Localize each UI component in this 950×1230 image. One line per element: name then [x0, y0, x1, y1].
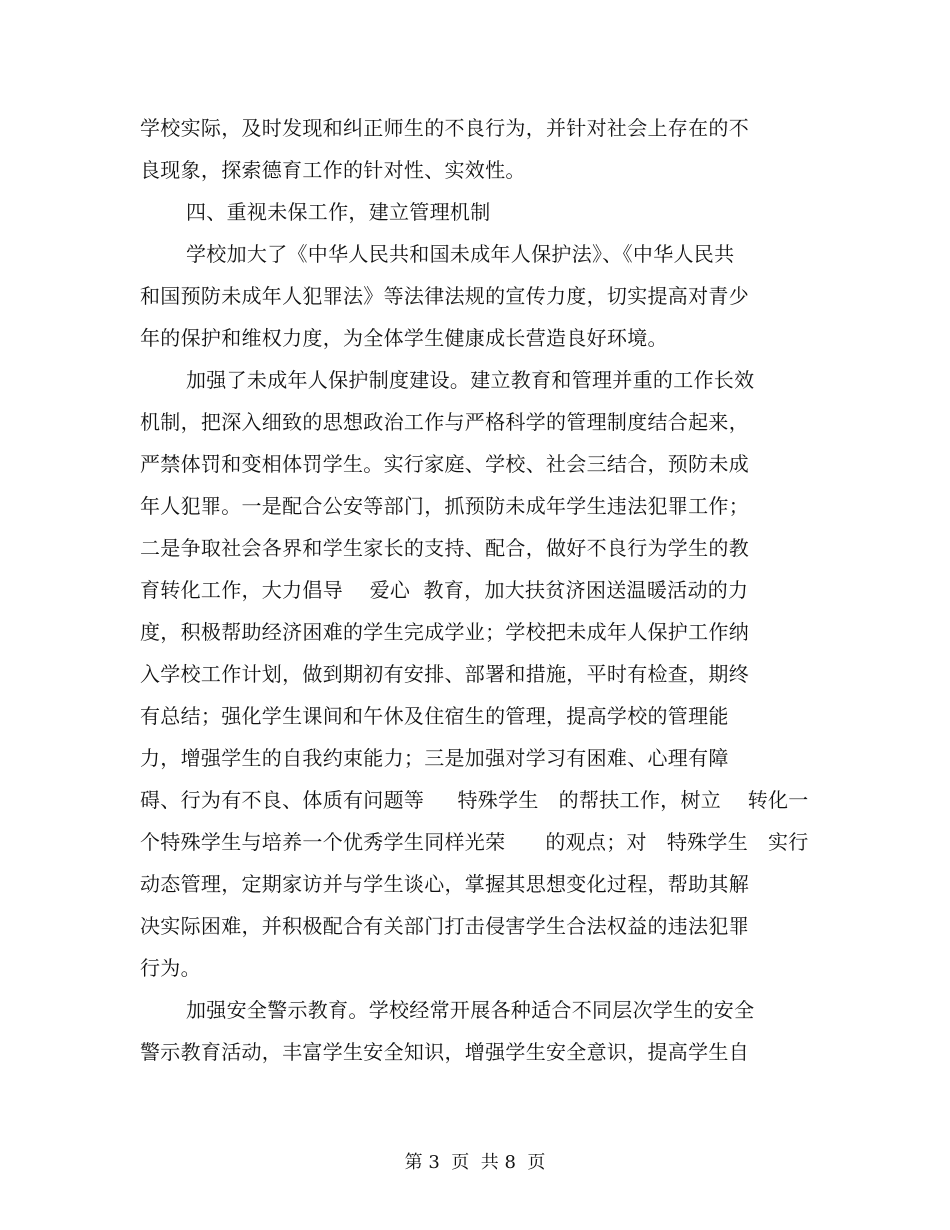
text-line-16: 力，增强学生的自我约束能力；三是加强对学习有困难、心理有障	[140, 746, 729, 770]
text-line-23: 警示教育活动，丰富学生安全知识，增强学生安全意识，提高学生自	[140, 1040, 749, 1064]
page-number-footer: 第 3 页 共 8 页	[404, 1152, 546, 1173]
text-line-19: 动态管理，定期家访并与学生谈心，掌握其思想变化过程，帮助其解	[140, 872, 749, 896]
text-line-12: 育转化工作，大力倡导 爱心 教育，加大扶贫济困送温暖活动的力	[140, 578, 749, 602]
text-line-4: 学校加大了《中华人民共和国未成年人保护法》、《中华人民共	[186, 242, 735, 266]
text-line-7: 加强了未成年人保护制度建设。建立教育和管理并重的工作长效	[186, 368, 755, 392]
text-line-22: 加强安全警示教育。学校经常开展各种适合不同层次学生的安全	[186, 998, 755, 1022]
text-line-6: 年的保护和维权力度，为全体学生健康成长营造良好环境。	[140, 326, 668, 350]
text-line-8: 机制，把深入细致的思想政治工作与严格科学的管理制度结合起来，	[140, 410, 749, 434]
text-line-17: 碍、行为有不良、体质有问题等 特殊学生 的帮扶工作，树立 转化一	[140, 788, 809, 812]
text-line-13: 度，积极帮助经济困难的学生完成学业；学校把未成年人保护工作纳	[140, 620, 749, 644]
text-line-21: 行为。	[140, 956, 201, 980]
text-line-20: 决实际困难，并积极配合有关部门打击侵害学生合法权益的违法犯罪	[140, 914, 749, 938]
text-line-5: 和国预防未成年人犯罪法》等法律法规的宣传力度，切实提高对青少	[140, 284, 749, 308]
text-line-15: 有总结；强化学生课间和午休及住宿生的管理，提高学校的管理能	[140, 704, 729, 728]
text-line-10: 年人犯罪。一是配合公安等部门，抓预防未成年学生违法犯罪工作；	[140, 494, 749, 518]
text-line-14: 入学校工作计划，做到期初有安排、部署和措施，平时有检查，期终	[140, 662, 749, 686]
text-line-18: 个特殊学生与培养一个优秀学生同样光荣 的观点；对 特殊学生 实行	[140, 830, 809, 854]
text-line-2: 良现象，探索德育工作的针对性、实效性。	[140, 158, 526, 182]
text-line-1: 学校实际，及时发现和纠正师生的不良行为，并针对社会上存在的不	[140, 116, 749, 140]
section-heading: 四、重视未保工作，建立管理机制	[186, 200, 491, 224]
text-line-11: 二是争取社会各界和学生家长的支持、配合，做好不良行为学生的教	[140, 536, 749, 560]
text-line-9: 严禁体罚和变相体罚学生。实行家庭、学校、社会三结合，预防未成	[140, 452, 749, 476]
